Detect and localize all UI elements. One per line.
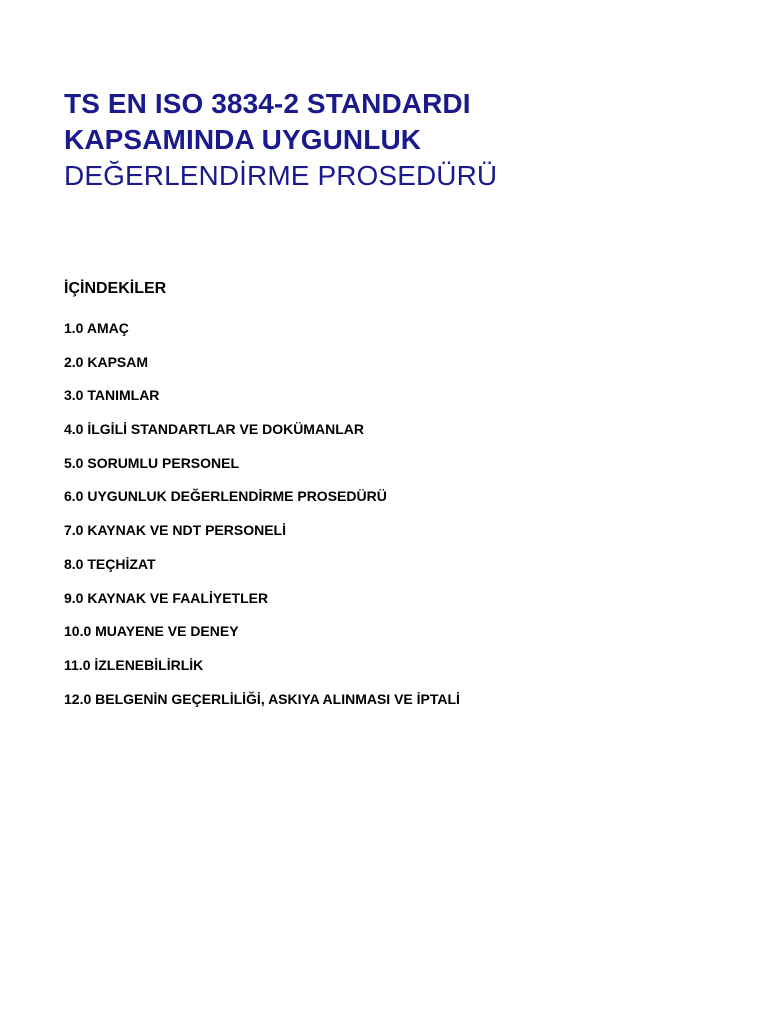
toc-item: 4.0 İLGİLİ STANDARTLAR VE DOKÜMANLAR bbox=[64, 421, 364, 438]
toc-item: 3.0 TANIMLAR bbox=[64, 387, 160, 404]
toc-item: 10.0 MUAYENE VE DENEY bbox=[64, 623, 239, 640]
toc-item: 7.0 KAYNAK VE NDT PERSONELİ bbox=[64, 522, 286, 539]
title-line-1: TS EN ISO 3834-2 STANDARDI bbox=[64, 88, 471, 119]
title-line-2: KAPSAMINDA UYGUNLUK bbox=[64, 124, 422, 155]
toc-item: 9.0 KAYNAK VE FAALİYETLER bbox=[64, 589, 269, 606]
title-line-3: DEĞERLENDİRME PROSEDÜRÜ bbox=[64, 160, 498, 191]
toc-item: 5.0 SORUMLU PERSONEL bbox=[64, 454, 240, 471]
toc-list bbox=[64, 320, 460, 724]
toc-item: 6.0 UYGUNLUK DEĞERLENDİRME PROSEDÜRÜ bbox=[64, 488, 387, 505]
toc-item: 2.0 KAPSAM bbox=[64, 353, 149, 370]
toc-item: 8.0 TEÇHİZAT bbox=[64, 555, 156, 572]
toc-heading: İÇİNDEKİLER bbox=[64, 280, 167, 297]
toc-item: 12.0 BELGENİN GEÇERLİLİĞİ, ASKIYA ALINMASI VE İPTALİ bbox=[64, 690, 460, 707]
toc-item: 11.0 İZLENEBİLİRLİK bbox=[64, 656, 204, 673]
document-title bbox=[64, 86, 497, 194]
toc-item: 1.0 AMAÇ bbox=[64, 320, 129, 336]
